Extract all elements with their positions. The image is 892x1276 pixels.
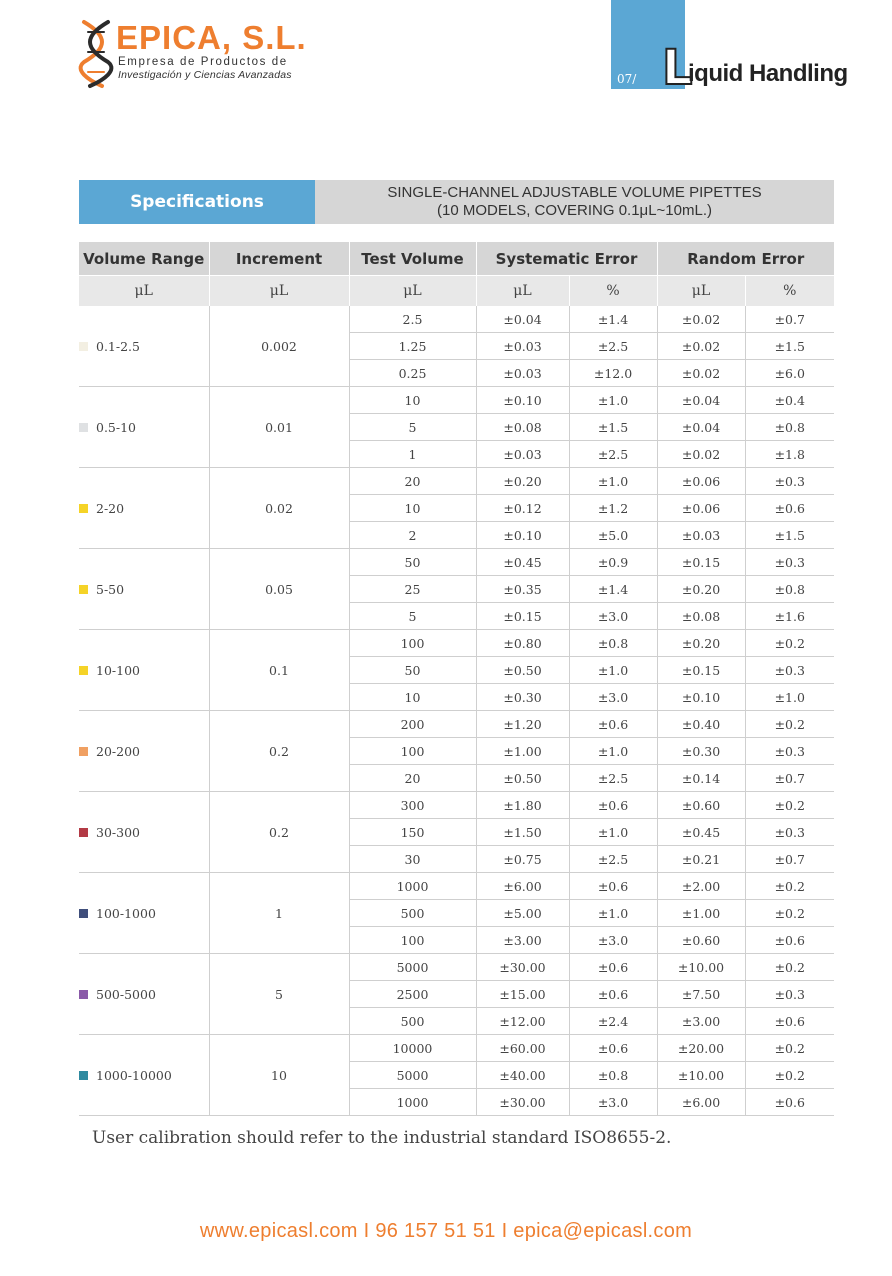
systematic-error-pct-cell: ±0.6 [569, 954, 657, 981]
systematic-error-ul-cell: ±12.00 [476, 1008, 569, 1035]
random-error-ul-cell: ±10.00 [657, 954, 745, 981]
color-swatch [79, 909, 88, 918]
test-volume-cell: 20 [349, 765, 476, 792]
test-volume-cell: 100 [349, 630, 476, 657]
volume-range-cell [79, 306, 209, 387]
systematic-error-pct-cell: ±1.0 [569, 387, 657, 414]
volume-range-cell [79, 711, 209, 792]
header-volume-range: Volume Range [79, 242, 209, 276]
unit-cell: μL [209, 276, 349, 307]
systematic-error-pct-cell: ±2.5 [569, 441, 657, 468]
increment-cell: 0.05 [209, 549, 349, 630]
volume-range-label: 20-200 [96, 744, 140, 759]
color-swatch [79, 990, 88, 999]
color-swatch [79, 504, 88, 513]
systematic-error-pct-cell: ±12.0 [569, 360, 657, 387]
section-title: iquid Handling [688, 60, 848, 87]
volume-range-label: 10-100 [96, 663, 140, 678]
table-row [79, 306, 834, 333]
header-systematic-error: Systematic Error [476, 242, 657, 276]
table-row [79, 873, 834, 900]
systematic-error-pct-cell: ±1.5 [569, 414, 657, 441]
random-error-pct-cell: ±0.6 [745, 927, 834, 954]
systematic-error-pct-cell: ±0.8 [569, 630, 657, 657]
increment-cell: 0.1 [209, 630, 349, 711]
test-volume-cell: 10 [349, 495, 476, 522]
test-volume-cell: 200 [349, 711, 476, 738]
color-swatch [79, 585, 88, 594]
systematic-error-ul-cell: ±0.03 [476, 360, 569, 387]
random-error-ul-cell: ±0.03 [657, 522, 745, 549]
volume-range-label: 1000-10000 [96, 1068, 172, 1083]
volume-range-cell [79, 954, 209, 1035]
systematic-error-pct-cell: ±0.6 [569, 792, 657, 819]
spec-description [315, 184, 834, 220]
systematic-error-pct-cell: ±1.0 [569, 468, 657, 495]
systematic-error-pct-cell: ±0.6 [569, 981, 657, 1008]
systematic-error-ul-cell: ±0.15 [476, 603, 569, 630]
spec-label: Specifications [79, 180, 315, 224]
volume-range-cell [79, 873, 209, 954]
systematic-error-pct-cell: ±0.9 [569, 549, 657, 576]
systematic-error-pct-cell: ±0.6 [569, 873, 657, 900]
volume-range-label: 500-5000 [96, 987, 156, 1002]
random-error-pct-cell: ±0.7 [745, 306, 834, 333]
random-error-pct-cell: ±0.4 [745, 387, 834, 414]
color-swatch [79, 1071, 88, 1080]
test-volume-cell: 30 [349, 846, 476, 873]
table-header-row [79, 242, 834, 276]
header-test-volume: Test Volume [349, 242, 476, 276]
random-error-ul-cell: ±10.00 [657, 1062, 745, 1089]
test-volume-cell: 100 [349, 927, 476, 954]
random-error-ul-cell: ±0.02 [657, 360, 745, 387]
test-volume-cell: 50 [349, 657, 476, 684]
unit-cell: μL [657, 276, 745, 307]
random-error-pct-cell: ±1.0 [745, 684, 834, 711]
systematic-error-ul-cell: ±0.04 [476, 306, 569, 333]
increment-cell: 10 [209, 1035, 349, 1116]
random-error-ul-cell: ±0.02 [657, 441, 745, 468]
systematic-error-ul-cell: ±1.20 [476, 711, 569, 738]
test-volume-cell: 300 [349, 792, 476, 819]
test-volume-cell: 0.25 [349, 360, 476, 387]
random-error-ul-cell: ±0.20 [657, 630, 745, 657]
increment-cell: 0.002 [209, 306, 349, 387]
systematic-error-ul-cell: ±0.20 [476, 468, 569, 495]
systematic-error-pct-cell: ±0.6 [569, 711, 657, 738]
systematic-error-pct-cell: ±1.0 [569, 738, 657, 765]
page-number: 07/ [617, 72, 637, 86]
test-volume-cell: 5000 [349, 1062, 476, 1089]
table-row [79, 711, 834, 738]
systematic-error-ul-cell: ±15.00 [476, 981, 569, 1008]
test-volume-cell: 2.5 [349, 306, 476, 333]
brand-name: EPICA, S.L. [116, 19, 307, 56]
test-volume-cell: 5 [349, 603, 476, 630]
systematic-error-pct-cell: ±2.5 [569, 846, 657, 873]
test-volume-cell: 20 [349, 468, 476, 495]
volume-range-cell [79, 630, 209, 711]
random-error-pct-cell: ±0.7 [745, 765, 834, 792]
random-error-ul-cell: ±7.50 [657, 981, 745, 1008]
random-error-ul-cell: ±0.21 [657, 846, 745, 873]
test-volume-cell: 1.25 [349, 333, 476, 360]
systematic-error-pct-cell: ±3.0 [569, 1089, 657, 1116]
random-error-ul-cell: ±0.02 [657, 306, 745, 333]
random-error-pct-cell: ±0.6 [745, 1089, 834, 1116]
table-row [79, 954, 834, 981]
increment-cell: 1 [209, 873, 349, 954]
test-volume-cell: 10 [349, 684, 476, 711]
test-volume-cell: 1000 [349, 873, 476, 900]
volume-range-label: 100-1000 [96, 906, 156, 921]
systematic-error-ul-cell: ±0.08 [476, 414, 569, 441]
spec-description-line2: (10 MODELS, COVERING 0.1μL~10mL.) [437, 202, 712, 219]
systematic-error-pct-cell: ±1.2 [569, 495, 657, 522]
systematic-error-pct-cell: ±1.0 [569, 657, 657, 684]
header-increment: Increment [209, 242, 349, 276]
random-error-pct-cell: ±0.2 [745, 792, 834, 819]
test-volume-cell: 1 [349, 441, 476, 468]
test-volume-cell: 100 [349, 738, 476, 765]
color-swatch [79, 828, 88, 837]
test-volume-cell: 5000 [349, 954, 476, 981]
systematic-error-pct-cell: ±2.5 [569, 333, 657, 360]
systematic-error-ul-cell: ±1.50 [476, 819, 569, 846]
systematic-error-pct-cell: ±0.8 [569, 1062, 657, 1089]
random-error-pct-cell: ±0.2 [745, 1035, 834, 1062]
brand-tagline-line1: Empresa de Productos de [118, 56, 288, 68]
systematic-error-ul-cell: ±30.00 [476, 954, 569, 981]
color-swatch [79, 342, 88, 351]
systematic-error-pct-cell: ±3.0 [569, 603, 657, 630]
volume-range-label: 5-50 [96, 582, 125, 597]
systematic-error-pct-cell: ±1.0 [569, 819, 657, 846]
table-body [79, 306, 834, 1116]
volume-range-label: 0.1-2.5 [96, 339, 140, 354]
random-error-pct-cell: ±0.2 [745, 1062, 834, 1089]
random-error-pct-cell: ±0.3 [745, 981, 834, 1008]
systematic-error-pct-cell: ±3.0 [569, 684, 657, 711]
test-volume-cell: 2500 [349, 981, 476, 1008]
table-row [79, 1035, 834, 1062]
footer-contact: www.epicasl.com I 96 157 51 51 I epica@epicasl.com [199, 1220, 693, 1242]
random-error-ul-cell: ±0.15 [657, 657, 745, 684]
test-volume-cell: 10 [349, 387, 476, 414]
random-error-ul-cell: ±0.20 [657, 576, 745, 603]
volume-range-cell [79, 1035, 209, 1116]
systematic-error-ul-cell: ±60.00 [476, 1035, 569, 1062]
volume-range-cell [79, 468, 209, 549]
random-error-pct-cell: ±6.0 [745, 360, 834, 387]
systematic-error-ul-cell: ±0.10 [476, 522, 569, 549]
systematic-error-ul-cell: ±1.80 [476, 792, 569, 819]
random-error-ul-cell: ±2.00 [657, 873, 745, 900]
random-error-pct-cell: ±1.6 [745, 603, 834, 630]
random-error-ul-cell: ±0.14 [657, 765, 745, 792]
random-error-pct-cell: ±0.6 [745, 1008, 834, 1035]
calibration-footnote: User calibration should refer to the industrial standard ISO8655-2. [92, 1128, 672, 1148]
random-error-pct-cell: ±0.6 [745, 495, 834, 522]
test-volume-cell: 150 [349, 819, 476, 846]
volume-range-cell [79, 549, 209, 630]
systematic-error-ul-cell: ±40.00 [476, 1062, 569, 1089]
random-error-ul-cell: ±0.06 [657, 495, 745, 522]
random-error-ul-cell: ±0.06 [657, 468, 745, 495]
increment-cell: 0.01 [209, 387, 349, 468]
random-error-pct-cell: ±0.2 [745, 630, 834, 657]
random-error-ul-cell: ±0.60 [657, 792, 745, 819]
test-volume-cell: 2 [349, 522, 476, 549]
spec-banner [79, 180, 834, 224]
systematic-error-ul-cell: ±0.30 [476, 684, 569, 711]
unit-cell: μL [476, 276, 569, 307]
random-error-pct-cell: ±0.3 [745, 819, 834, 846]
color-swatch [79, 747, 88, 756]
systematic-error-ul-cell: ±1.00 [476, 738, 569, 765]
random-error-ul-cell: ±6.00 [657, 1089, 745, 1116]
random-error-pct-cell: ±0.2 [745, 711, 834, 738]
spec-description-line1: SINGLE-CHANNEL ADJUSTABLE VOLUME PIPETTES [387, 184, 762, 201]
systematic-error-pct-cell: ±2.5 [569, 765, 657, 792]
systematic-error-ul-cell: ±0.03 [476, 441, 569, 468]
table-row [79, 630, 834, 657]
test-volume-cell: 500 [349, 1008, 476, 1035]
systematic-error-pct-cell: ±1.0 [569, 900, 657, 927]
random-error-pct-cell: ±0.3 [745, 738, 834, 765]
volume-range-cell [79, 792, 209, 873]
systematic-error-ul-cell: ±30.00 [476, 1089, 569, 1116]
systematic-error-ul-cell: ±5.00 [476, 900, 569, 927]
random-error-ul-cell: ±0.40 [657, 711, 745, 738]
systematic-error-pct-cell: ±1.4 [569, 576, 657, 603]
section-title-initial: L [662, 40, 693, 96]
volume-range-label: 30-300 [96, 825, 140, 840]
random-error-ul-cell: ±0.30 [657, 738, 745, 765]
test-volume-cell: 50 [349, 549, 476, 576]
systematic-error-pct-cell: ±1.4 [569, 306, 657, 333]
color-swatch [79, 666, 88, 675]
random-error-pct-cell: ±0.3 [745, 549, 834, 576]
random-error-pct-cell: ±0.3 [745, 468, 834, 495]
systematic-error-ul-cell: ±0.35 [476, 576, 569, 603]
random-error-ul-cell: ±0.04 [657, 414, 745, 441]
specifications-table [79, 242, 834, 1116]
random-error-pct-cell: ±1.8 [745, 441, 834, 468]
random-error-pct-cell: ±0.3 [745, 657, 834, 684]
table-row [79, 792, 834, 819]
random-error-ul-cell: ±1.00 [657, 900, 745, 927]
header-random-error: Random Error [657, 242, 834, 276]
color-swatch [79, 423, 88, 432]
test-volume-cell: 1000 [349, 1089, 476, 1116]
unit-cell: % [745, 276, 834, 307]
unit-cell: μL [349, 276, 476, 307]
volume-range-label: 2-20 [96, 501, 125, 516]
random-error-pct-cell: ±0.7 [745, 846, 834, 873]
systematic-error-ul-cell: ±3.00 [476, 927, 569, 954]
systematic-error-pct-cell: ±2.4 [569, 1008, 657, 1035]
random-error-ul-cell: ±20.00 [657, 1035, 745, 1062]
increment-cell: 0.02 [209, 468, 349, 549]
systematic-error-ul-cell: ±0.50 [476, 657, 569, 684]
test-volume-cell: 10000 [349, 1035, 476, 1062]
random-error-ul-cell: ±0.10 [657, 684, 745, 711]
increment-cell: 0.2 [209, 711, 349, 792]
systematic-error-ul-cell: ±0.50 [476, 765, 569, 792]
increment-cell: 5 [209, 954, 349, 1035]
systematic-error-pct-cell: ±3.0 [569, 927, 657, 954]
table-row [79, 468, 834, 495]
random-error-pct-cell: ±1.5 [745, 333, 834, 360]
random-error-ul-cell: ±0.45 [657, 819, 745, 846]
volume-range-cell [79, 387, 209, 468]
increment-cell: 0.2 [209, 792, 349, 873]
random-error-pct-cell: ±1.5 [745, 522, 834, 549]
table-units-row [79, 276, 834, 307]
random-error-ul-cell: ±0.08 [657, 603, 745, 630]
systematic-error-ul-cell: ±6.00 [476, 873, 569, 900]
systematic-error-ul-cell: ±0.12 [476, 495, 569, 522]
unit-cell: μL [79, 276, 209, 307]
random-error-ul-cell: ±3.00 [657, 1008, 745, 1035]
brand-tagline-line2: Investigación y Ciencias Avanzadas [118, 69, 292, 81]
unit-cell: % [569, 276, 657, 307]
systematic-error-pct-cell: ±5.0 [569, 522, 657, 549]
table-row [79, 387, 834, 414]
systematic-error-ul-cell: ±0.10 [476, 387, 569, 414]
random-error-pct-cell: ±0.8 [745, 576, 834, 603]
systematic-error-ul-cell: ±0.45 [476, 549, 569, 576]
random-error-pct-cell: ±0.2 [745, 873, 834, 900]
systematic-error-ul-cell: ±0.03 [476, 333, 569, 360]
random-error-ul-cell: ±0.04 [657, 387, 745, 414]
random-error-ul-cell: ±0.02 [657, 333, 745, 360]
random-error-ul-cell: ±0.60 [657, 927, 745, 954]
volume-range-label: 0.5-10 [96, 420, 137, 435]
test-volume-cell: 500 [349, 900, 476, 927]
systematic-error-ul-cell: ±0.75 [476, 846, 569, 873]
random-error-ul-cell: ±0.15 [657, 549, 745, 576]
test-volume-cell: 5 [349, 414, 476, 441]
random-error-pct-cell: ±0.8 [745, 414, 834, 441]
random-error-pct-cell: ±0.2 [745, 954, 834, 981]
systematic-error-ul-cell: ±0.80 [476, 630, 569, 657]
table-row [79, 549, 834, 576]
random-error-pct-cell: ±0.2 [745, 900, 834, 927]
test-volume-cell: 25 [349, 576, 476, 603]
systematic-error-pct-cell: ±0.6 [569, 1035, 657, 1062]
